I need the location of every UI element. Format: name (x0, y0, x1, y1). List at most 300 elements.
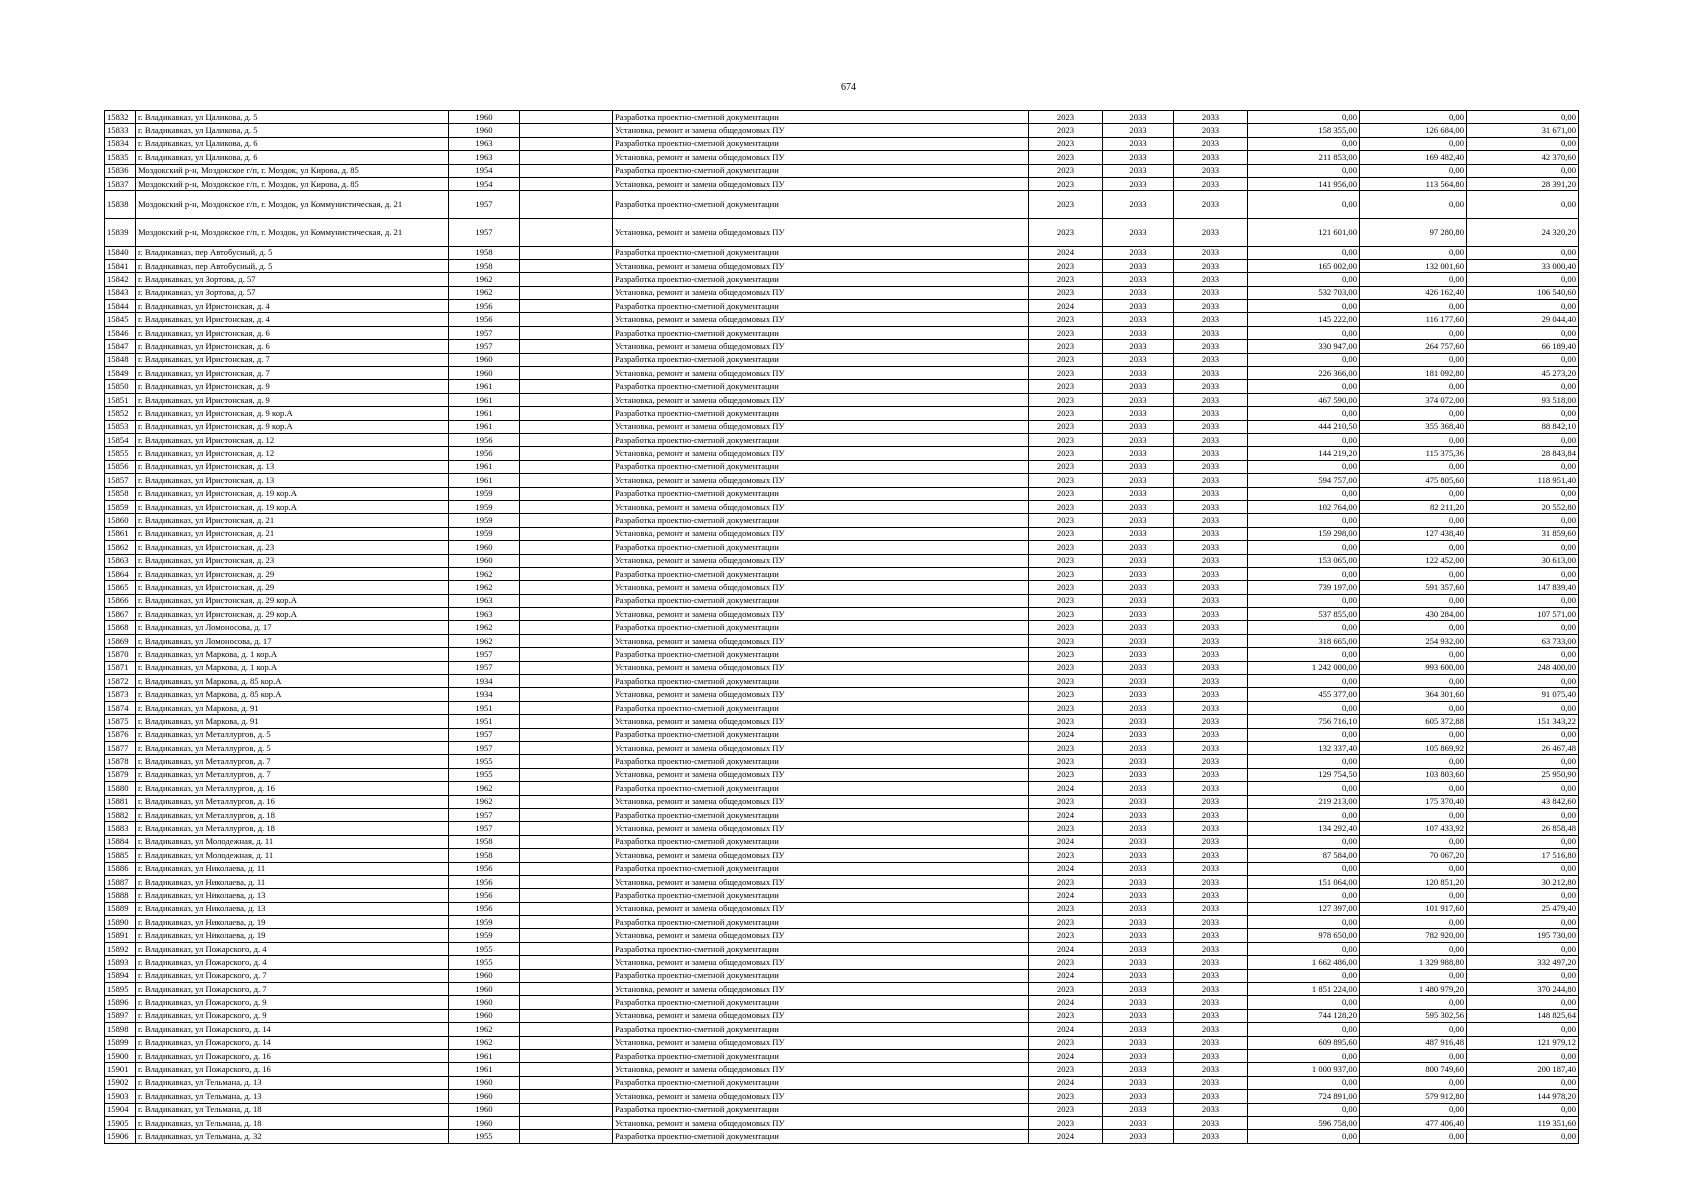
address-cell: г. Владикавказ, ул Иристонская, д. 23 (136, 554, 449, 567)
period-end-cell: 2033 (1174, 1049, 1248, 1062)
address-cell: г. Владикавказ, ул Металлургов, д. 16 (136, 795, 449, 808)
total-cost-cell: 0,00 (1248, 191, 1360, 219)
table-row (105, 1049, 1579, 1062)
fund-cost-cell: 0,00 (1360, 1023, 1467, 1036)
period-end-cell: 2033 (1174, 916, 1248, 929)
owner-cost-cell: 0,00 (1467, 434, 1579, 447)
table-row (105, 755, 1579, 768)
build-year-cell: 1960 (449, 1103, 520, 1116)
table-row (105, 111, 1579, 124)
build-year-cell: 1963 (449, 151, 520, 164)
row-number: 15892 (105, 942, 136, 955)
table-row (105, 151, 1579, 164)
work-type-cell: Разработка проектно-сметной документации (613, 782, 1029, 795)
build-year-cell: 1955 (449, 956, 520, 969)
owner-cost-cell: 63 733,00 (1467, 634, 1579, 647)
row-number: 15887 (105, 875, 136, 888)
work-type-cell: Установка, ремонт и замена общедомовых ПУ (613, 1063, 1029, 1076)
address-cell: г. Владикавказ, ул Цаликова, д. 5 (136, 124, 449, 137)
row-number: 15850 (105, 380, 136, 393)
work-type-cell: Установка, ремонт и замена общедомовых ПУ (613, 313, 1029, 326)
work-type-cell: Разработка проектно-сметной документации (613, 326, 1029, 339)
address-cell: г. Владикавказ, ул Металлургов, д. 16 (136, 782, 449, 795)
plan-year-cell: 2023 (1029, 137, 1103, 150)
period-start-cell: 2033 (1103, 782, 1174, 795)
row-number: 15872 (105, 675, 136, 688)
period-end-cell: 2033 (1174, 795, 1248, 808)
table-row (105, 608, 1579, 621)
owner-cost-cell: 24 320,20 (1467, 218, 1579, 246)
period-start-cell: 2033 (1103, 434, 1174, 447)
table-row (105, 581, 1579, 594)
period-start-cell: 2033 (1103, 527, 1174, 540)
owner-cost-cell: 118 951,40 (1467, 474, 1579, 487)
address-cell: г. Владикавказ, ул Иристонская, д. 12 (136, 434, 449, 447)
plan-year-cell: 2023 (1029, 514, 1103, 527)
row-number: 15836 (105, 164, 136, 177)
address-cell: г. Владикавказ, ул Пожарского, д. 4 (136, 942, 449, 955)
empty-cell (520, 621, 613, 634)
address-cell: г. Владикавказ, ул Николаева, д. 11 (136, 862, 449, 875)
row-number: 15852 (105, 407, 136, 420)
period-end-cell: 2033 (1174, 514, 1248, 527)
address-cell: г. Владикавказ, ул Иристонская, д. 21 (136, 527, 449, 540)
total-cost-cell: 609 895,60 (1248, 1036, 1360, 1049)
empty-cell (520, 768, 613, 781)
table-row (105, 1090, 1579, 1103)
empty-cell (520, 474, 613, 487)
owner-cost-cell: 42 370,60 (1467, 151, 1579, 164)
period-start-cell: 2033 (1103, 554, 1174, 567)
fund-cost-cell: 0,00 (1360, 1130, 1467, 1143)
period-start-cell: 2033 (1103, 675, 1174, 688)
plan-year-cell: 2023 (1029, 715, 1103, 728)
fund-cost-cell: 0,00 (1360, 407, 1467, 420)
address-cell: г. Владикавказ, ул Иристонская, д. 7 (136, 367, 449, 380)
owner-cost-cell: 0,00 (1467, 541, 1579, 554)
fund-cost-cell: 0,00 (1360, 380, 1467, 393)
empty-cell (520, 902, 613, 915)
address-cell: г. Владикавказ, ул Пожарского, д. 9 (136, 996, 449, 1009)
owner-cost-cell: 20 552,80 (1467, 500, 1579, 513)
period-start-cell: 2033 (1103, 474, 1174, 487)
owner-cost-cell: 0,00 (1467, 407, 1579, 420)
table-row (105, 393, 1579, 406)
period-start-cell: 2033 (1103, 969, 1174, 982)
owner-cost-cell: 28 391,20 (1467, 177, 1579, 190)
work-type-cell: Разработка проектно-сметной документации (613, 1076, 1029, 1089)
build-year-cell: 1960 (449, 983, 520, 996)
period-end-cell: 2033 (1174, 313, 1248, 326)
build-year-cell: 1962 (449, 581, 520, 594)
total-cost-cell: 0,00 (1248, 353, 1360, 366)
build-year-cell: 1955 (449, 768, 520, 781)
period-start-cell: 2033 (1103, 218, 1174, 246)
total-cost-cell: 158 355,00 (1248, 124, 1360, 137)
address-cell: г. Владикавказ, ул Иристонская, д. 9 кор.А (136, 420, 449, 433)
period-start-cell: 2033 (1103, 728, 1174, 741)
owner-cost-cell: 0,00 (1467, 835, 1579, 848)
address-cell: г. Владикавказ, ул Ломоносова, д. 17 (136, 634, 449, 647)
plan-year-cell: 2023 (1029, 755, 1103, 768)
plan-year-cell: 2023 (1029, 701, 1103, 714)
work-type-cell: Установка, ремонт и замена общедомовых ПУ (613, 715, 1029, 728)
total-cost-cell: 0,00 (1248, 594, 1360, 607)
period-end-cell: 2033 (1174, 124, 1248, 137)
period-end-cell: 2033 (1174, 340, 1248, 353)
empty-cell (520, 514, 613, 527)
work-type-cell: Установка, ремонт и замена общедомовых ПУ (613, 151, 1029, 164)
plan-year-cell: 2023 (1029, 527, 1103, 540)
address-cell: г. Владикавказ, ул Зортова, д. 57 (136, 273, 449, 286)
plan-year-cell: 2023 (1029, 554, 1103, 567)
address-cell: г. Владикавказ, ул Пожарского, д. 9 (136, 1009, 449, 1022)
build-year-cell: 1934 (449, 675, 520, 688)
period-start-cell: 2033 (1103, 1116, 1174, 1129)
total-cost-cell: 0,00 (1248, 246, 1360, 259)
fund-cost-cell: 800 749,60 (1360, 1063, 1467, 1076)
table-row (105, 164, 1579, 177)
empty-cell (520, 124, 613, 137)
row-number: 15898 (105, 1023, 136, 1036)
period-end-cell: 2033 (1174, 177, 1248, 190)
total-cost-cell: 978 650,00 (1248, 929, 1360, 942)
address-cell: г. Владикавказ, ул Иристонская, д. 4 (136, 313, 449, 326)
table-row (105, 983, 1579, 996)
period-end-cell: 2033 (1174, 1009, 1248, 1022)
plan-year-cell: 2023 (1029, 164, 1103, 177)
table-row (105, 554, 1579, 567)
empty-cell (520, 1090, 613, 1103)
address-cell: г. Владикавказ, ул Ломоносова, д. 17 (136, 621, 449, 634)
plan-year-cell: 2023 (1029, 983, 1103, 996)
fund-cost-cell: 122 452,00 (1360, 554, 1467, 567)
work-type-cell: Установка, ремонт и замена общедомовых ПУ (613, 527, 1029, 540)
fund-cost-cell: 254 932,00 (1360, 634, 1467, 647)
table-row (105, 1103, 1579, 1116)
period-start-cell: 2033 (1103, 487, 1174, 500)
plan-year-cell: 2023 (1029, 487, 1103, 500)
build-year-cell: 1954 (449, 177, 520, 190)
fund-cost-cell: 0,00 (1360, 353, 1467, 366)
period-end-cell: 2033 (1174, 741, 1248, 754)
work-type-cell: Разработка проектно-сметной документации (613, 862, 1029, 875)
address-cell: г. Владикавказ, ул Иристонская, д. 6 (136, 326, 449, 339)
total-cost-cell: 0,00 (1248, 137, 1360, 150)
fund-cost-cell: 579 912,80 (1360, 1090, 1467, 1103)
build-year-cell: 1956 (449, 313, 520, 326)
period-start-cell: 2033 (1103, 581, 1174, 594)
owner-cost-cell: 31 859,60 (1467, 527, 1579, 540)
plan-year-cell: 2023 (1029, 1009, 1103, 1022)
row-number: 15874 (105, 701, 136, 714)
empty-cell (520, 795, 613, 808)
total-cost-cell: 145 222,00 (1248, 313, 1360, 326)
total-cost-cell: 0,00 (1248, 621, 1360, 634)
period-start-cell: 2033 (1103, 902, 1174, 915)
empty-cell (520, 942, 613, 955)
period-start-cell: 2033 (1103, 460, 1174, 473)
period-start-cell: 2033 (1103, 151, 1174, 164)
table-row (105, 367, 1579, 380)
total-cost-cell: 444 210,50 (1248, 420, 1360, 433)
address-cell: г. Владикавказ, ул Пожарского, д. 4 (136, 956, 449, 969)
row-number: 15867 (105, 608, 136, 621)
fund-cost-cell: 0,00 (1360, 111, 1467, 124)
address-cell: г. Владикавказ, ул Иристонская, д. 7 (136, 353, 449, 366)
owner-cost-cell: 0,00 (1467, 889, 1579, 902)
fund-cost-cell: 0,00 (1360, 996, 1467, 1009)
plan-year-cell: 2023 (1029, 191, 1103, 219)
owner-cost-cell: 0,00 (1467, 621, 1579, 634)
plan-year-cell: 2023 (1029, 353, 1103, 366)
owner-cost-cell: 0,00 (1467, 460, 1579, 473)
build-year-cell: 1956 (449, 902, 520, 915)
address-cell: г. Владикавказ, ул Иристонская, д. 29 кор.А (136, 594, 449, 607)
fund-cost-cell: 0,00 (1360, 648, 1467, 661)
build-year-cell: 1957 (449, 661, 520, 674)
empty-cell (520, 407, 613, 420)
plan-year-cell: 2023 (1029, 929, 1103, 942)
owner-cost-cell: 0,00 (1467, 996, 1579, 1009)
plan-year-cell: 2023 (1029, 111, 1103, 124)
table-row (105, 688, 1579, 701)
fund-cost-cell: 364 301,60 (1360, 688, 1467, 701)
owner-cost-cell: 30 613,00 (1467, 554, 1579, 567)
total-cost-cell: 1 851 224,00 (1248, 983, 1360, 996)
build-year-cell: 1960 (449, 367, 520, 380)
empty-cell (520, 191, 613, 219)
owner-cost-cell: 0,00 (1467, 273, 1579, 286)
build-year-cell: 1957 (449, 741, 520, 754)
plan-year-cell: 2023 (1029, 313, 1103, 326)
owner-cost-cell: 0,00 (1467, 594, 1579, 607)
period-end-cell: 2033 (1174, 567, 1248, 580)
total-cost-cell: 0,00 (1248, 567, 1360, 580)
work-type-cell: Установка, ремонт и замена общедомовых ПУ (613, 956, 1029, 969)
fund-cost-cell: 430 284,00 (1360, 608, 1467, 621)
owner-cost-cell: 26 858,48 (1467, 822, 1579, 835)
owner-cost-cell: 121 979,12 (1467, 1036, 1579, 1049)
build-year-cell: 1960 (449, 1116, 520, 1129)
work-type-cell: Установка, ремонт и замена общедомовых ПУ (613, 902, 1029, 915)
total-cost-cell: 159 298,00 (1248, 527, 1360, 540)
plan-year-cell: 2023 (1029, 675, 1103, 688)
work-type-cell: Установка, ремонт и замена общедомовых ПУ (613, 1116, 1029, 1129)
table-row (105, 527, 1579, 540)
work-type-cell: Разработка проектно-сметной документации (613, 353, 1029, 366)
total-cost-cell: 0,00 (1248, 728, 1360, 741)
work-type-cell: Установка, ремонт и замена общедомовых ПУ (613, 286, 1029, 299)
empty-cell (520, 661, 613, 674)
period-start-cell: 2033 (1103, 447, 1174, 460)
total-cost-cell: 1 242 000,00 (1248, 661, 1360, 674)
build-year-cell: 1955 (449, 942, 520, 955)
plan-year-cell: 2023 (1029, 608, 1103, 621)
address-cell: г. Владикавказ, ул Иристонская, д. 13 (136, 460, 449, 473)
address-cell: г. Владикавказ, ул Тельмана, д. 13 (136, 1090, 449, 1103)
period-end-cell: 2033 (1174, 286, 1248, 299)
empty-cell (520, 340, 613, 353)
row-number: 15905 (105, 1116, 136, 1129)
owner-cost-cell: 0,00 (1467, 191, 1579, 219)
work-type-cell: Разработка проектно-сметной документации (613, 969, 1029, 982)
row-number: 15859 (105, 500, 136, 513)
fund-cost-cell: 116 177,60 (1360, 313, 1467, 326)
owner-cost-cell: 43 842,60 (1467, 795, 1579, 808)
work-type-cell: Разработка проектно-сметной документации (613, 1130, 1029, 1143)
work-type-cell: Разработка проектно-сметной документации (613, 514, 1029, 527)
table-row (105, 715, 1579, 728)
owner-cost-cell: 0,00 (1467, 137, 1579, 150)
empty-cell (520, 460, 613, 473)
build-year-cell: 1961 (449, 393, 520, 406)
period-start-cell: 2033 (1103, 916, 1174, 929)
table-row (105, 567, 1579, 580)
owner-cost-cell: 0,00 (1467, 701, 1579, 714)
owner-cost-cell: 0,00 (1467, 782, 1579, 795)
owner-cost-cell: 17 516,80 (1467, 849, 1579, 862)
fund-cost-cell: 0,00 (1360, 191, 1467, 219)
fund-cost-cell: 591 357,60 (1360, 581, 1467, 594)
plan-year-cell: 2023 (1029, 1103, 1103, 1116)
total-cost-cell: 141 956,00 (1248, 177, 1360, 190)
fund-cost-cell: 181 092,80 (1360, 367, 1467, 380)
row-number: 15883 (105, 822, 136, 835)
row-number: 15893 (105, 956, 136, 969)
work-type-cell: Установка, ремонт и замена общедомовых ПУ (613, 849, 1029, 862)
row-number: 15868 (105, 621, 136, 634)
table-row (105, 942, 1579, 955)
table-row (105, 191, 1579, 219)
period-start-cell: 2033 (1103, 634, 1174, 647)
period-end-cell: 2033 (1174, 460, 1248, 473)
address-cell: г. Владикавказ, ул Металлургов, д. 18 (136, 822, 449, 835)
plan-year-cell: 2023 (1029, 420, 1103, 433)
plan-year-cell: 2024 (1029, 969, 1103, 982)
work-type-cell: Разработка проектно-сметной документации (613, 434, 1029, 447)
work-type-cell: Разработка проектно-сметной документации (613, 460, 1029, 473)
work-type-cell: Разработка проектно-сметной документации (613, 755, 1029, 768)
total-cost-cell: 318 665,00 (1248, 634, 1360, 647)
build-year-cell: 1962 (449, 1036, 520, 1049)
address-cell: г. Владикавказ, ул Иристонская, д. 23 (136, 541, 449, 554)
fund-cost-cell: 0,00 (1360, 594, 1467, 607)
empty-cell (520, 554, 613, 567)
row-number: 15896 (105, 996, 136, 1009)
total-cost-cell: 594 757,00 (1248, 474, 1360, 487)
empty-cell (520, 487, 613, 500)
row-number: 15857 (105, 474, 136, 487)
period-end-cell: 2033 (1174, 1076, 1248, 1089)
period-start-cell: 2033 (1103, 500, 1174, 513)
period-end-cell: 2033 (1174, 353, 1248, 366)
period-start-cell: 2033 (1103, 177, 1174, 190)
fund-cost-cell: 0,00 (1360, 916, 1467, 929)
empty-cell (520, 151, 613, 164)
work-type-cell: Разработка проектно-сметной документации (613, 164, 1029, 177)
empty-cell (520, 259, 613, 272)
plan-year-cell: 2024 (1029, 996, 1103, 1009)
plan-year-cell: 2023 (1029, 661, 1103, 674)
table-row (105, 701, 1579, 714)
build-year-cell: 1956 (449, 300, 520, 313)
period-end-cell: 2033 (1174, 326, 1248, 339)
build-year-cell: 1961 (449, 420, 520, 433)
fund-cost-cell: 0,00 (1360, 701, 1467, 714)
table-row (105, 808, 1579, 821)
period-end-cell: 2033 (1174, 164, 1248, 177)
row-number: 15837 (105, 177, 136, 190)
fund-cost-cell: 0,00 (1360, 808, 1467, 821)
total-cost-cell: 0,00 (1248, 541, 1360, 554)
fund-cost-cell: 0,00 (1360, 755, 1467, 768)
total-cost-cell: 134 292,40 (1248, 822, 1360, 835)
fund-cost-cell: 595 302,56 (1360, 1009, 1467, 1022)
owner-cost-cell: 106 540,60 (1467, 286, 1579, 299)
total-cost-cell: 132 337,40 (1248, 741, 1360, 754)
plan-year-cell: 2023 (1029, 581, 1103, 594)
plan-year-cell: 2024 (1029, 300, 1103, 313)
row-number: 15855 (105, 447, 136, 460)
total-cost-cell: 532 703,00 (1248, 286, 1360, 299)
build-year-cell: 1960 (449, 996, 520, 1009)
plan-year-cell: 2023 (1029, 1036, 1103, 1049)
empty-cell (520, 608, 613, 621)
plan-year-cell: 2023 (1029, 177, 1103, 190)
period-start-cell: 2033 (1103, 983, 1174, 996)
empty-cell (520, 300, 613, 313)
row-number: 15873 (105, 688, 136, 701)
row-number: 15866 (105, 594, 136, 607)
table-row (105, 675, 1579, 688)
build-year-cell: 1959 (449, 916, 520, 929)
period-end-cell: 2033 (1174, 996, 1248, 1009)
total-cost-cell: 0,00 (1248, 862, 1360, 875)
address-cell: Моздокский р-н, Моздокское г/п, г. Моздок, ул Коммунистическая, д. 21 (136, 218, 449, 246)
work-type-cell: Разработка проектно-сметной документации (613, 380, 1029, 393)
plan-year-cell: 2023 (1029, 795, 1103, 808)
plan-year-cell: 2024 (1029, 862, 1103, 875)
table-row (105, 1130, 1579, 1143)
table-row (105, 218, 1579, 246)
address-cell: Моздокский р-н, Моздокское г/п, г. Моздок, ул Кирова, д. 85 (136, 177, 449, 190)
plan-year-cell: 2023 (1029, 741, 1103, 754)
period-start-cell: 2033 (1103, 1023, 1174, 1036)
fund-cost-cell: 0,00 (1360, 942, 1467, 955)
build-year-cell: 1962 (449, 273, 520, 286)
period-start-cell: 2033 (1103, 608, 1174, 621)
fund-cost-cell: 0,00 (1360, 326, 1467, 339)
fund-cost-cell: 101 917,60 (1360, 902, 1467, 915)
work-type-cell: Разработка проектно-сметной документации (613, 1103, 1029, 1116)
owner-cost-cell: 107 571,00 (1467, 608, 1579, 621)
plan-year-cell: 2024 (1029, 1076, 1103, 1089)
build-year-cell: 1957 (449, 822, 520, 835)
build-year-cell: 1934 (449, 688, 520, 701)
address-cell: г. Владикавказ, ул Маркова, д. 91 (136, 715, 449, 728)
total-cost-cell: 129 754,50 (1248, 768, 1360, 781)
row-number: 15871 (105, 661, 136, 674)
fund-cost-cell: 115 375,36 (1360, 447, 1467, 460)
work-type-cell: Установка, ремонт и замена общедомовых ПУ (613, 634, 1029, 647)
work-type-cell: Разработка проектно-сметной документации (613, 942, 1029, 955)
period-start-cell: 2033 (1103, 996, 1174, 1009)
total-cost-cell: 0,00 (1248, 889, 1360, 902)
build-year-cell: 1957 (449, 218, 520, 246)
build-year-cell: 1962 (449, 795, 520, 808)
period-end-cell: 2033 (1174, 447, 1248, 460)
